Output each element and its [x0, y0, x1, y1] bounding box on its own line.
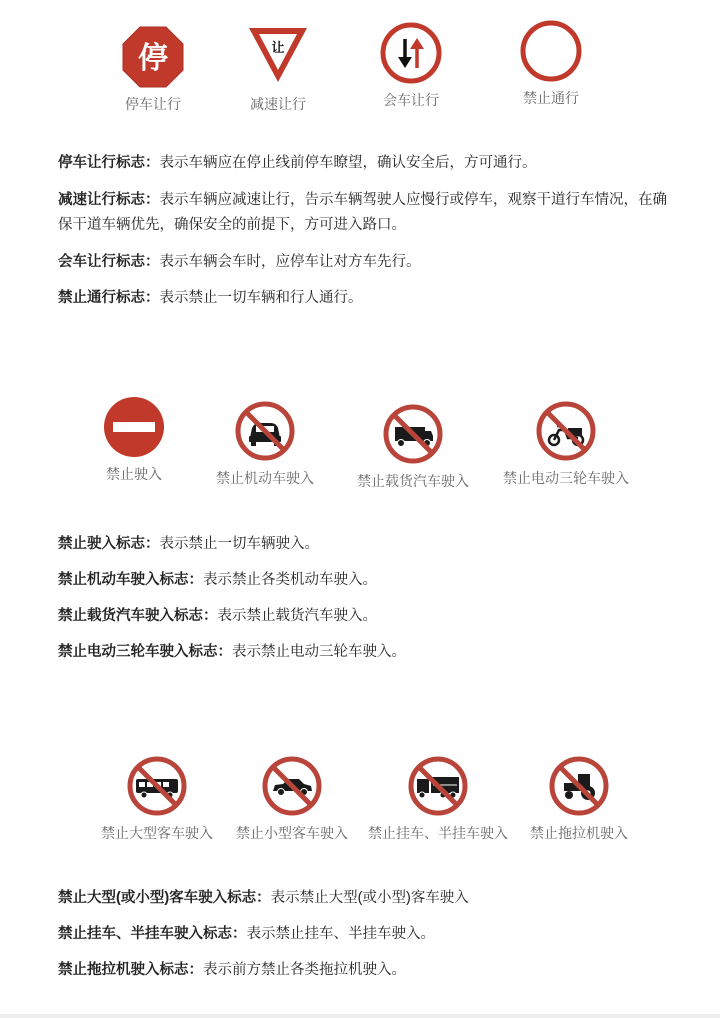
- description-text: 表示车辆应减速让行，告示车辆驾驶人应慢行或停车，观察干道行车情况，在确保干道车辆优先，确保安全的前提下，方可进入路口。: [58, 192, 667, 233]
- sign-caption: 禁止驶入: [106, 466, 162, 482]
- no-electric-tricycle-icon: [535, 400, 597, 462]
- sign-no-electric-tricycle: [496, 400, 636, 488]
- sign-no-truck: [350, 403, 476, 491]
- sign-caption: 禁止大型客车驶入: [101, 825, 213, 841]
- svg-text:停: 停: [138, 41, 168, 76]
- description-term: 禁止电动三轮车驶入标志：: [58, 644, 232, 660]
- description-no-bus-car: [58, 886, 668, 911]
- description-term: 禁止挂车、半挂车驶入标志：: [58, 926, 247, 942]
- sign-no-entry: [96, 396, 172, 484]
- sign-no-trailer: [357, 755, 519, 843]
- description-no-electric-tricycle: [58, 640, 668, 665]
- sign-no-motor-vehicle: [205, 400, 325, 488]
- description-no-tractor: [58, 958, 668, 983]
- description-term: 会车让行标志：: [58, 254, 160, 270]
- stop-octagon-icon: [122, 26, 184, 88]
- description-text: 表示禁止各类机动车驶入。: [203, 572, 377, 588]
- description-term: 禁止拖拉机驶入标志：: [58, 962, 203, 978]
- sign-no-tractor: [520, 755, 638, 843]
- no-truck-icon: [382, 403, 444, 465]
- bottom-divider: [0, 1014, 720, 1018]
- sign-stop: [115, 26, 191, 114]
- sign-caption: 禁止机动车驶入: [216, 470, 314, 486]
- sign-yield: [240, 26, 316, 114]
- sign-caption: 禁止挂车、半挂车驶入: [368, 825, 508, 841]
- sign-caption: 禁止小型客车驶入: [236, 825, 348, 841]
- description-term: 禁止通行标志：: [58, 290, 160, 306]
- description-no-trailer: [58, 922, 668, 947]
- description-term: 禁止驶入标志：: [58, 536, 160, 552]
- description-no-motor-vehicle: [58, 568, 668, 593]
- description-text: 表示禁止电动三轮车驶入。: [232, 644, 406, 660]
- description-text: 表示禁止挂车、半挂车驶入。: [246, 926, 435, 942]
- description-term: 禁止载货汽车驶入标志：: [58, 608, 218, 624]
- description-stop: [58, 151, 668, 176]
- description-text: 表示禁止载货汽车驶入。: [217, 608, 377, 624]
- sign-caption: 停车让行: [125, 96, 181, 112]
- description-term: 停车让行标志：: [58, 155, 160, 171]
- description-term: 减速让行标志：: [58, 192, 160, 208]
- description-term: 禁止机动车驶入标志：: [58, 572, 203, 588]
- description-no-truck: [58, 604, 668, 629]
- description-no-entry: [58, 532, 668, 557]
- no-tractor-icon: [548, 755, 610, 817]
- description-text: 表示禁止大型(或小型)客车驶入: [270, 890, 469, 906]
- sign-no-passage: [513, 20, 589, 108]
- no-bus-icon: [126, 755, 188, 817]
- sign-caption: 会车让行: [383, 92, 439, 108]
- no-entry-ring-icon: [520, 20, 582, 82]
- sign-oncoming: [373, 22, 449, 110]
- description-text: 表示车辆会车时，应停车让对方车先行。: [159, 254, 421, 270]
- yield-triangle-icon: [247, 26, 309, 84]
- sign-no-car: [228, 755, 356, 843]
- description-no-passage: [58, 286, 668, 311]
- no-trailer-icon: [407, 755, 469, 817]
- sign-caption: 减速让行: [250, 96, 306, 112]
- description-yield: [58, 188, 668, 238]
- no-entry-bar-icon: [103, 396, 165, 458]
- no-car-icon: [261, 755, 323, 817]
- no-motor-vehicle-icon: [234, 400, 296, 462]
- sign-caption: 禁止载货汽车驶入: [357, 473, 469, 489]
- sign-no-bus: [92, 755, 222, 843]
- description-term: 禁止大型(或小型)客车驶入标志：: [58, 890, 271, 906]
- sign-caption: 禁止电动三轮车驶入: [503, 470, 629, 486]
- sign-caption: 禁止通行: [523, 90, 579, 106]
- description-text: 表示前方禁止各类拖拉机驶入。: [203, 962, 406, 978]
- description-text: 表示禁止一切车辆驶入。: [159, 536, 319, 552]
- description-text: 表示车辆应在停止线前停车瞭望，确认安全后，方可通行。: [159, 155, 537, 171]
- sign-caption: 禁止拖拉机驶入: [530, 825, 628, 841]
- svg-text:让: 让: [271, 41, 285, 56]
- description-oncoming: [58, 250, 668, 275]
- oncoming-priority-icon: [380, 22, 442, 84]
- description-text: 表示禁止一切车辆和行人通行。: [159, 290, 363, 306]
